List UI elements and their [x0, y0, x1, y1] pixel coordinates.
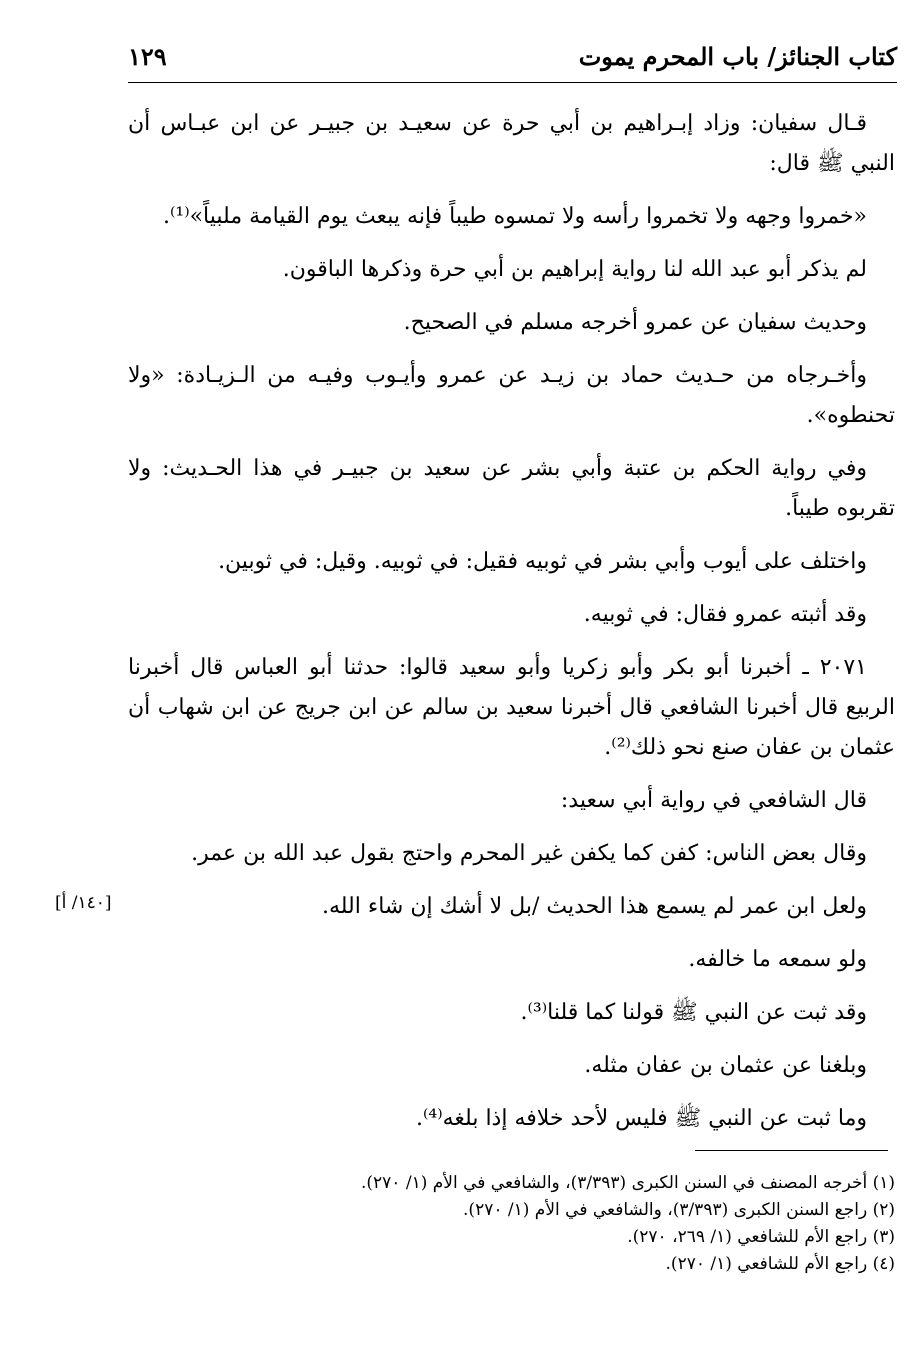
paragraph: وقال بعض الناس: كفن كما يكفن غير المحرم واحتج بقول عبد الله بن عمر.	[191, 841, 867, 866]
paragraph: وقد ثبت عن النبي ﷺ قولنا كما قلنا⁽³⁾.	[520, 1000, 867, 1025]
footnote: (٤) راجع الأم للشافعي (١/ ٢٧٠).	[665, 1254, 895, 1274]
hadith-paragraph: ٢٠٧١ ـ أخبرنا أبو بكر وأبو زكريا وأبو سعيد قالوا: حدثنا أبو العباس قال أخبرنا الربيع قال أخبرنا الشافعي قال أخبرنا سعيد بن سالم عن ابن جريج عن ابن شهاب أن عثمان بن عفان صنع نحو ذلك⁽²⁾.	[128, 655, 895, 760]
footnotes	[260, 1170, 895, 1278]
paragraph: وقد أثبته عمرو فقال: في ثوبيه.	[583, 602, 867, 627]
paragraph: قال الشافعي في رواية أبي سعيد:	[560, 788, 867, 813]
paragraph: قـال سفيان: وزاد إبـراهيم بن أبي حرة عن سعيـد بن جبيـر عن ابن عبـاس أن النبي ﷺ قال:	[128, 111, 895, 176]
footnote: (١) أخرجه المصنف في السنن الكبرى (٣/٣٩٣)، والشافعي في الأم (١/ ٢٧٠).	[360, 1173, 895, 1193]
paragraph: لم يذكر أبو عبد الله لنا رواية إبراهيم بن أبي حرة وذكرها الباقون.	[282, 257, 867, 282]
manuscript-folio-note: [١٤٠/ أ]	[55, 893, 112, 913]
footnote-separator	[695, 1150, 888, 1151]
paragraph: واختلف على أيوب وأبي بشر في ثوبيه فقيل: في ثوبيه. وقيل: في ثوبين.	[218, 549, 867, 574]
running-header	[128, 30, 897, 83]
main-text	[128, 104, 895, 1152]
paragraph: وفي رواية الحكم بن عتبة وأبي بشر عن سعيد بن جبيـر في هذا الحـديث: ولا تقربوه طيباً.	[128, 456, 895, 521]
paragraph: وما ثبت عن النبي ﷺ فليس لأحد خلافه إذا بلغه⁽⁴⁾.	[416, 1106, 867, 1131]
header-title: كتاب الجنائز/ باب المحرم يموت	[578, 41, 897, 71]
footnote: (٣) راجع الأم للشافعي (١/ ٢٦٩، ٢٧٠).	[627, 1227, 895, 1247]
paragraph: وأخـرجاه من حـديث حماد بن زيـد عن عمرو وأيـوب وفيـه من الـزيـادة: «ولا تحنطوه».	[128, 363, 895, 428]
page-number: ١٢٩	[128, 41, 167, 71]
paragraph: ولو سمعه ما خالفه.	[688, 947, 867, 972]
paragraph: ولعل ابن عمر لم يسمع هذا الحديث /بل لا أشك إن شاء الله.	[321, 894, 867, 919]
paragraph: وحديث سفيان عن عمرو أخرجه مسلم في الصحيح.	[403, 310, 867, 335]
paragraph: «خمروا وجهه ولا تخمروا رأسه ولا تمسوه طيباً فإنه يبعث يوم القيامة ملبياً»⁽¹⁾.	[162, 204, 867, 229]
footnote: (٢) راجع السنن الكبرى (٣/٣٩٣)، والشافعي في الأم (١/ ٢٧٠).	[463, 1200, 895, 1220]
paragraph: وبلغنا عن عثمان بن عفان مثله.	[584, 1053, 867, 1078]
